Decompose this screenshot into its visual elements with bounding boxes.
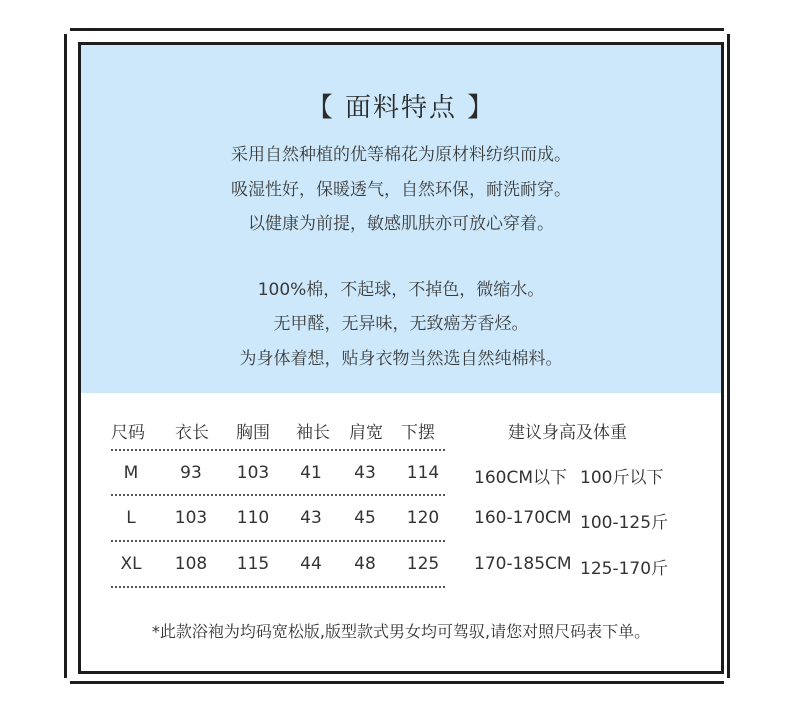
row-divider [111, 449, 445, 451]
row-length: 103 [174, 508, 208, 528]
frame-notch-top-left [60, 24, 70, 34]
row-size: XL [120, 554, 142, 574]
header-hem: 下摆 [401, 423, 435, 443]
row-size: M [123, 463, 139, 483]
header-size: 尺码 [111, 423, 145, 443]
size-table [81, 393, 721, 613]
row-hem: 114 [406, 463, 440, 483]
row-height: 160CM以下 [474, 468, 567, 488]
frame-notch-bottom-left [60, 678, 70, 688]
header-chest: 胸围 [236, 423, 270, 443]
row-divider [111, 494, 445, 496]
fabric-line-2: 吸湿性好，保暖透气，自然环保，耐洗耐穿。 [231, 180, 571, 200]
row-sleeve: 41 [300, 463, 322, 483]
row-shoulder: 45 [354, 508, 376, 528]
fabric-line-3: 以健康为前提，敏感肌肤亦可放心穿着。 [248, 214, 554, 234]
header-length: 衣长 [175, 423, 209, 443]
row-height: 170-185CM [474, 554, 572, 574]
info-card [78, 42, 724, 674]
row-sleeve: 43 [300, 508, 322, 528]
row-height: 160-170CM [474, 508, 572, 528]
header-shoulder: 肩宽 [349, 423, 383, 443]
fabric-features-panel [81, 45, 721, 393]
row-shoulder: 43 [354, 463, 376, 483]
fabric-line-1: 采用自然种植的优等棉花为原材料纺织而成。 [231, 145, 571, 165]
row-shoulder: 48 [354, 554, 376, 574]
header-sleeve: 袖长 [296, 423, 330, 443]
row-size: L [126, 508, 136, 528]
row-divider [111, 540, 445, 542]
header-recommendation: 建议身高及体重 [508, 423, 627, 443]
row-chest: 115 [236, 554, 270, 574]
row-divider [111, 586, 445, 588]
fabric-line-6: 为身体着想，贴身衣物当然选自然纯棉料。 [239, 349, 563, 369]
frame-notch-top-right [724, 24, 734, 34]
row-hem: 125 [406, 554, 440, 574]
fabric-line-5: 无甲醛，无异味，无致癌芳香烃。 [273, 314, 529, 334]
row-chest: 103 [236, 463, 270, 483]
sizing-note: *此款浴袍为均码宽松版,版型款式男女均可驾驭,请您对照尺码表下单。 [151, 622, 651, 641]
row-sleeve: 44 [300, 554, 322, 574]
row-length: 108 [174, 554, 208, 574]
row-weight: 100-125斤 [580, 513, 669, 533]
row-length: 93 [180, 463, 202, 483]
row-weight: 100斤以下 [580, 468, 664, 488]
row-chest: 110 [236, 508, 270, 528]
row-weight: 125-170斤 [580, 559, 669, 579]
fabric-line-4: 100%棉，不起球，不掉色，微缩水。 [257, 280, 545, 300]
frame-notch-bottom-right [724, 678, 734, 688]
fabric-title: 【 面料特点 】 [306, 93, 496, 123]
row-hem: 120 [406, 508, 440, 528]
